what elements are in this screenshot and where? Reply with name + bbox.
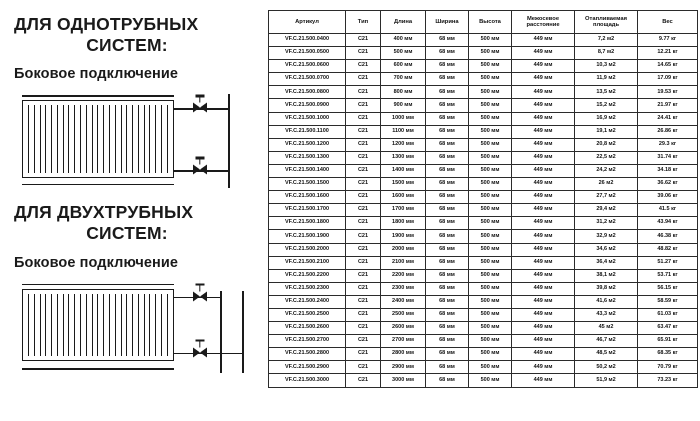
cell-length: 2600 мм: [381, 322, 426, 335]
riser-pipe-supply: [220, 291, 222, 373]
cell-type: C21: [346, 99, 381, 112]
cell-length: 2300 мм: [381, 282, 426, 295]
cell-height: 500 мм: [469, 243, 512, 256]
cell-type: C21: [346, 230, 381, 243]
valve-top-icon: [193, 291, 207, 302]
cell-heated-area: 26 м2: [575, 178, 638, 191]
cell-axis-distance: 449 мм: [512, 204, 575, 217]
table-body: [269, 34, 698, 388]
single-pipe-title: [14, 14, 262, 55]
table-row: [269, 217, 698, 230]
cell-length: 2500 мм: [381, 308, 426, 321]
cell-article: VF.C.21.500.2400: [269, 295, 346, 308]
cell-heated-area: 45 м2: [575, 322, 638, 335]
cell-heated-area: 36,4 м2: [575, 256, 638, 269]
cell-type: C21: [346, 256, 381, 269]
cell-length: 2100 мм: [381, 256, 426, 269]
cell-height: 500 мм: [469, 308, 512, 321]
cell-article: VF.C.21.500.1900: [269, 230, 346, 243]
cell-heated-area: 43,3 м2: [575, 308, 638, 321]
cell-type: C21: [346, 243, 381, 256]
double-pipe-diagram: [14, 281, 260, 373]
cell-heated-area: 39,8 м2: [575, 282, 638, 295]
cell-article: VF.C.21.500.2100: [269, 256, 346, 269]
specifications-table: [268, 10, 698, 388]
cell-heated-area: 29,4 м2: [575, 204, 638, 217]
cell-weight: 63.47 кг: [638, 322, 698, 335]
cell-axis-distance: 449 мм: [512, 34, 575, 47]
cell-height: 500 мм: [469, 47, 512, 60]
cell-length: 1700 мм: [381, 204, 426, 217]
cell-axis-distance: 449 мм: [512, 138, 575, 151]
cell-article: VF.C.21.500.2800: [269, 348, 346, 361]
table-row: [269, 99, 698, 112]
cell-weight: 17.09 кг: [638, 73, 698, 86]
cell-length: 500 мм: [381, 47, 426, 60]
table-row: [269, 151, 698, 164]
cell-length: 1200 мм: [381, 138, 426, 151]
area-line2: площадь: [592, 22, 620, 28]
cell-heated-area: 11,9 м2: [575, 73, 638, 86]
cell-length: 3000 мм: [381, 374, 426, 387]
cell-weight: 51.27 кг: [638, 256, 698, 269]
cell-length: 2800 мм: [381, 348, 426, 361]
cell-length: 1000 мм: [381, 112, 426, 125]
table-row: [269, 125, 698, 138]
cell-type: C21: [346, 60, 381, 73]
cell-type: C21: [346, 217, 381, 230]
diagram-panel: [0, 0, 268, 421]
radiator-top-line: [22, 284, 174, 285]
cell-weight: 39.06 кг: [638, 191, 698, 204]
cell-axis-distance: 449 мм: [512, 374, 575, 387]
table-header-row: [269, 11, 698, 34]
cell-weight: 36.62 кг: [638, 178, 698, 191]
col-header-width: Ширина: [426, 11, 469, 34]
cell-length: 1300 мм: [381, 151, 426, 164]
table-row: [269, 60, 698, 73]
cell-width: 68 мм: [426, 335, 469, 348]
table-row: [269, 112, 698, 125]
cell-height: 500 мм: [469, 112, 512, 125]
cell-width: 68 мм: [426, 47, 469, 60]
cell-article: VF.C.21.500.1000: [269, 112, 346, 125]
cell-width: 68 мм: [426, 282, 469, 295]
cell-height: 500 мм: [469, 73, 512, 86]
cell-axis-distance: 449 мм: [512, 151, 575, 164]
cell-width: 68 мм: [426, 112, 469, 125]
cell-weight: 65.91 кг: [638, 335, 698, 348]
cell-length: 600 мм: [381, 60, 426, 73]
cell-article: VF.C.21.500.1700: [269, 204, 346, 217]
cell-length: 400 мм: [381, 34, 426, 47]
cell-weight: 46.38 кг: [638, 230, 698, 243]
cell-axis-distance: 449 мм: [512, 230, 575, 243]
cell-axis-distance: 449 мм: [512, 217, 575, 230]
cell-length: 1800 мм: [381, 217, 426, 230]
cell-width: 68 мм: [426, 230, 469, 243]
axis-line1: Межосевое: [526, 15, 560, 22]
cell-height: 500 мм: [469, 230, 512, 243]
cell-axis-distance: 449 мм: [512, 361, 575, 374]
cell-width: 68 мм: [426, 125, 469, 138]
cell-article: VF.C.21.500.3000: [269, 374, 346, 387]
cell-length: 1100 мм: [381, 125, 426, 138]
cell-length: 900 мм: [381, 99, 426, 112]
cell-heated-area: 27,7 м2: [575, 191, 638, 204]
cell-article: VF.C.21.500.2900: [269, 361, 346, 374]
cell-heated-area: 15,2 м2: [575, 99, 638, 112]
cell-weight: 26.86 кг: [638, 125, 698, 138]
table-row: [269, 230, 698, 243]
col-header-type: Тип: [346, 11, 381, 34]
table-row: [269, 47, 698, 60]
cell-type: C21: [346, 191, 381, 204]
cell-axis-distance: 449 мм: [512, 295, 575, 308]
cell-heated-area: 34,6 м2: [575, 243, 638, 256]
cell-article: VF.C.21.500.0800: [269, 86, 346, 99]
cell-article: VF.C.21.500.0600: [269, 60, 346, 73]
table-row: [269, 73, 698, 86]
cell-weight: 41.5 кг: [638, 204, 698, 217]
cell-article: VF.C.21.500.2300: [269, 282, 346, 295]
col-header-weight: Вес: [638, 11, 698, 34]
cell-article: VF.C.21.500.0700: [269, 73, 346, 86]
cell-heated-area: 24,2 м2: [575, 164, 638, 177]
cell-type: C21: [346, 178, 381, 191]
cell-type: C21: [346, 348, 381, 361]
cell-axis-distance: 449 мм: [512, 256, 575, 269]
table-row: [269, 308, 698, 321]
cell-weight: 34.18 кг: [638, 164, 698, 177]
cell-axis-distance: 449 мм: [512, 322, 575, 335]
cell-type: C21: [346, 164, 381, 177]
table-row: [269, 164, 698, 177]
cell-weight: 68.35 кг: [638, 348, 698, 361]
cell-width: 68 мм: [426, 191, 469, 204]
double-pipe-title-line2: СИСТЕМ:: [86, 222, 168, 243]
table-row: [269, 361, 698, 374]
cell-length: 2700 мм: [381, 335, 426, 348]
cell-heated-area: 31,2 м2: [575, 217, 638, 230]
cell-width: 68 мм: [426, 164, 469, 177]
cell-height: 500 мм: [469, 269, 512, 282]
cell-width: 68 мм: [426, 308, 469, 321]
valve-bottom-icon: [193, 165, 207, 176]
cell-axis-distance: 449 мм: [512, 269, 575, 282]
cell-type: C21: [346, 295, 381, 308]
cell-axis-distance: 449 мм: [512, 164, 575, 177]
cell-width: 68 мм: [426, 86, 469, 99]
cell-width: 68 мм: [426, 348, 469, 361]
cell-axis-distance: 449 мм: [512, 243, 575, 256]
cell-article: VF.C.21.500.1500: [269, 178, 346, 191]
cell-article: VF.C.21.500.0900: [269, 99, 346, 112]
radiator-top-line: [22, 95, 174, 96]
cell-axis-distance: 449 мм: [512, 178, 575, 191]
cell-width: 68 мм: [426, 178, 469, 191]
cell-height: 500 мм: [469, 204, 512, 217]
cell-axis-distance: 449 мм: [512, 47, 575, 60]
cell-article: VF.C.21.500.1400: [269, 164, 346, 177]
table-row: [269, 191, 698, 204]
cell-weight: 43.94 кг: [638, 217, 698, 230]
cell-article: VF.C.21.500.1100: [269, 125, 346, 138]
cell-length: 1900 мм: [381, 230, 426, 243]
cell-weight: 29.3 кг: [638, 138, 698, 151]
cell-type: C21: [346, 361, 381, 374]
col-header-heated-area: [575, 11, 638, 34]
col-header-article: Артикул: [269, 11, 346, 34]
cell-weight: 14.65 кг: [638, 60, 698, 73]
cell-height: 500 мм: [469, 99, 512, 112]
cell-height: 500 мм: [469, 125, 512, 138]
cell-axis-distance: 449 мм: [512, 99, 575, 112]
cell-height: 500 мм: [469, 256, 512, 269]
valve-top-icon: [193, 103, 207, 114]
col-header-length: Длина: [381, 11, 426, 34]
table-row: [269, 34, 698, 47]
cell-height: 500 мм: [469, 178, 512, 191]
cell-axis-distance: 449 мм: [512, 86, 575, 99]
cell-heated-area: 51,9 м2: [575, 374, 638, 387]
cell-axis-distance: 449 мм: [512, 73, 575, 86]
axis-line2: расстояние: [526, 22, 560, 28]
cell-axis-distance: 449 мм: [512, 60, 575, 73]
cell-heated-area: 22,5 м2: [575, 151, 638, 164]
cell-height: 500 мм: [469, 374, 512, 387]
cell-heated-area: 20,8 м2: [575, 138, 638, 151]
table-row: [269, 86, 698, 99]
radiator-fins: [23, 101, 173, 177]
cell-length: 2400 мм: [381, 295, 426, 308]
cell-length: 1600 мм: [381, 191, 426, 204]
cell-heated-area: 50,2 м2: [575, 361, 638, 374]
cell-axis-distance: 449 мм: [512, 191, 575, 204]
spec-table-panel: [268, 0, 700, 421]
radiator-fins: [23, 290, 173, 360]
cell-axis-distance: 449 мм: [512, 125, 575, 138]
single-pipe-title-line1: ДЛЯ ОДНОТРУБНЫХ: [14, 14, 199, 34]
cell-weight: 61.03 кг: [638, 308, 698, 321]
cell-axis-distance: 449 мм: [512, 112, 575, 125]
cell-type: C21: [346, 34, 381, 47]
cell-width: 68 мм: [426, 374, 469, 387]
cell-weight: 53.71 кг: [638, 269, 698, 282]
cell-article: VF.C.21.500.1600: [269, 191, 346, 204]
cell-width: 68 мм: [426, 269, 469, 282]
table-row: [269, 269, 698, 282]
cell-height: 500 мм: [469, 348, 512, 361]
table-row: [269, 295, 698, 308]
cell-type: C21: [346, 47, 381, 60]
single-pipe-subtitle: Боковое подключение: [14, 66, 179, 83]
radiator-body: [22, 289, 174, 361]
cell-weight: 70.79 кг: [638, 361, 698, 374]
cell-article: VF.C.21.500.2000: [269, 243, 346, 256]
cell-length: 1500 мм: [381, 178, 426, 191]
cell-article: VF.C.21.500.2200: [269, 269, 346, 282]
cell-weight: 9.77 кг: [638, 34, 698, 47]
cell-weight: 19.53 кг: [638, 86, 698, 99]
cell-height: 500 мм: [469, 164, 512, 177]
cell-heated-area: 7,2 м2: [575, 34, 638, 47]
single-pipe-title-line2: СИСТЕМ:: [86, 34, 168, 55]
cell-height: 500 мм: [469, 86, 512, 99]
table-row: [269, 282, 698, 295]
cell-width: 68 мм: [426, 151, 469, 164]
cell-article: VF.C.21.500.2500: [269, 308, 346, 321]
area-line1: Отапливаемая: [585, 15, 627, 22]
cell-heated-area: 10,3 м2: [575, 60, 638, 73]
cell-heated-area: 16,9 м2: [575, 112, 638, 125]
cell-article: VF.C.21.500.1200: [269, 138, 346, 151]
cell-height: 500 мм: [469, 295, 512, 308]
cell-article: VF.C.21.500.2600: [269, 322, 346, 335]
cell-height: 500 мм: [469, 34, 512, 47]
valve-bottom-icon: [193, 347, 207, 358]
cell-weight: 48.82 кг: [638, 243, 698, 256]
single-pipe-diagram: [14, 92, 260, 188]
cell-type: C21: [346, 86, 381, 99]
cell-length: 800 мм: [381, 86, 426, 99]
cell-axis-distance: 449 мм: [512, 348, 575, 361]
radiator-bottom-line: [22, 184, 174, 185]
riser-pipe-return: [242, 291, 244, 373]
table-row: [269, 138, 698, 151]
cell-article: VF.C.21.500.1300: [269, 151, 346, 164]
cell-heated-area: 41,6 м2: [575, 295, 638, 308]
table-row: [269, 243, 698, 256]
connector-bottom: [219, 170, 229, 172]
cell-article: VF.C.21.500.2700: [269, 335, 346, 348]
cell-height: 500 мм: [469, 217, 512, 230]
cell-width: 68 мм: [426, 256, 469, 269]
cell-heated-area: 8,7 м2: [575, 47, 638, 60]
cell-type: C21: [346, 73, 381, 86]
cell-article: VF.C.21.500.0400: [269, 34, 346, 47]
table-row: [269, 335, 698, 348]
cell-height: 500 мм: [469, 138, 512, 151]
cell-weight: 31.74 кг: [638, 151, 698, 164]
cell-heated-area: 13,5 м2: [575, 86, 638, 99]
cell-width: 68 мм: [426, 34, 469, 47]
table-row: [269, 178, 698, 191]
cell-width: 68 мм: [426, 73, 469, 86]
cell-height: 500 мм: [469, 60, 512, 73]
cell-height: 500 мм: [469, 361, 512, 374]
connector-top: [214, 297, 222, 299]
cell-width: 68 мм: [426, 322, 469, 335]
cell-height: 500 мм: [469, 191, 512, 204]
table-row: [269, 204, 698, 217]
radiator-body: [22, 100, 174, 178]
cell-width: 68 мм: [426, 138, 469, 151]
cell-length: 700 мм: [381, 73, 426, 86]
double-pipe-section: [14, 202, 262, 372]
cell-width: 68 мм: [426, 243, 469, 256]
cell-article: VF.C.21.500.0500: [269, 47, 346, 60]
cell-type: C21: [346, 282, 381, 295]
cell-heated-area: 32,9 м2: [575, 230, 638, 243]
cell-width: 68 мм: [426, 361, 469, 374]
cell-type: C21: [346, 138, 381, 151]
radiator-bottom-line: [22, 368, 174, 369]
cell-type: C21: [346, 151, 381, 164]
cell-weight: 12.21 кг: [638, 47, 698, 60]
cell-type: C21: [346, 308, 381, 321]
cell-length: 2200 мм: [381, 269, 426, 282]
cell-type: C21: [346, 269, 381, 282]
cell-axis-distance: 449 мм: [512, 282, 575, 295]
table-head: [269, 11, 698, 34]
cell-weight: 24.41 кг: [638, 112, 698, 125]
table-row: [269, 256, 698, 269]
connector-bottom: [234, 353, 244, 355]
cell-height: 500 мм: [469, 282, 512, 295]
cell-type: C21: [346, 335, 381, 348]
cell-heated-area: 38,1 м2: [575, 269, 638, 282]
cell-width: 68 мм: [426, 217, 469, 230]
cell-length: 1400 мм: [381, 164, 426, 177]
cell-article: VF.C.21.500.1800: [269, 217, 346, 230]
cell-heated-area: 46,7 м2: [575, 335, 638, 348]
cell-length: 2900 мм: [381, 361, 426, 374]
double-pipe-subtitle: Боковое подключение: [14, 254, 179, 271]
cell-type: C21: [346, 322, 381, 335]
cell-length: 2000 мм: [381, 243, 426, 256]
table-row: [269, 348, 698, 361]
cell-type: C21: [346, 374, 381, 387]
cell-weight: 73.23 кг: [638, 374, 698, 387]
cell-type: C21: [346, 112, 381, 125]
double-pipe-title: [14, 202, 262, 243]
cell-weight: 21.97 кг: [638, 99, 698, 112]
double-pipe-title-line1: ДЛЯ ДВУХТРУБНЫХ: [14, 202, 194, 223]
cell-width: 68 мм: [426, 204, 469, 217]
cell-heated-area: 19,1 м2: [575, 125, 638, 138]
cell-height: 500 мм: [469, 335, 512, 348]
table-row: [269, 322, 698, 335]
table-row: [269, 374, 698, 387]
cell-type: C21: [346, 125, 381, 138]
cell-width: 68 мм: [426, 295, 469, 308]
cell-width: 68 мм: [426, 99, 469, 112]
col-header-height: Высота: [469, 11, 512, 34]
cell-heated-area: 48,5 м2: [575, 348, 638, 361]
cell-height: 500 мм: [469, 322, 512, 335]
cell-axis-distance: 449 мм: [512, 308, 575, 321]
cell-width: 68 мм: [426, 60, 469, 73]
cell-weight: 58.59 кг: [638, 295, 698, 308]
cell-height: 500 мм: [469, 151, 512, 164]
single-pipe-section: [14, 14, 262, 188]
cell-type: C21: [346, 204, 381, 217]
col-header-axis-distance: [512, 11, 575, 34]
connector-top: [219, 108, 229, 110]
cell-weight: 56.15 кг: [638, 282, 698, 295]
cell-axis-distance: 449 мм: [512, 335, 575, 348]
